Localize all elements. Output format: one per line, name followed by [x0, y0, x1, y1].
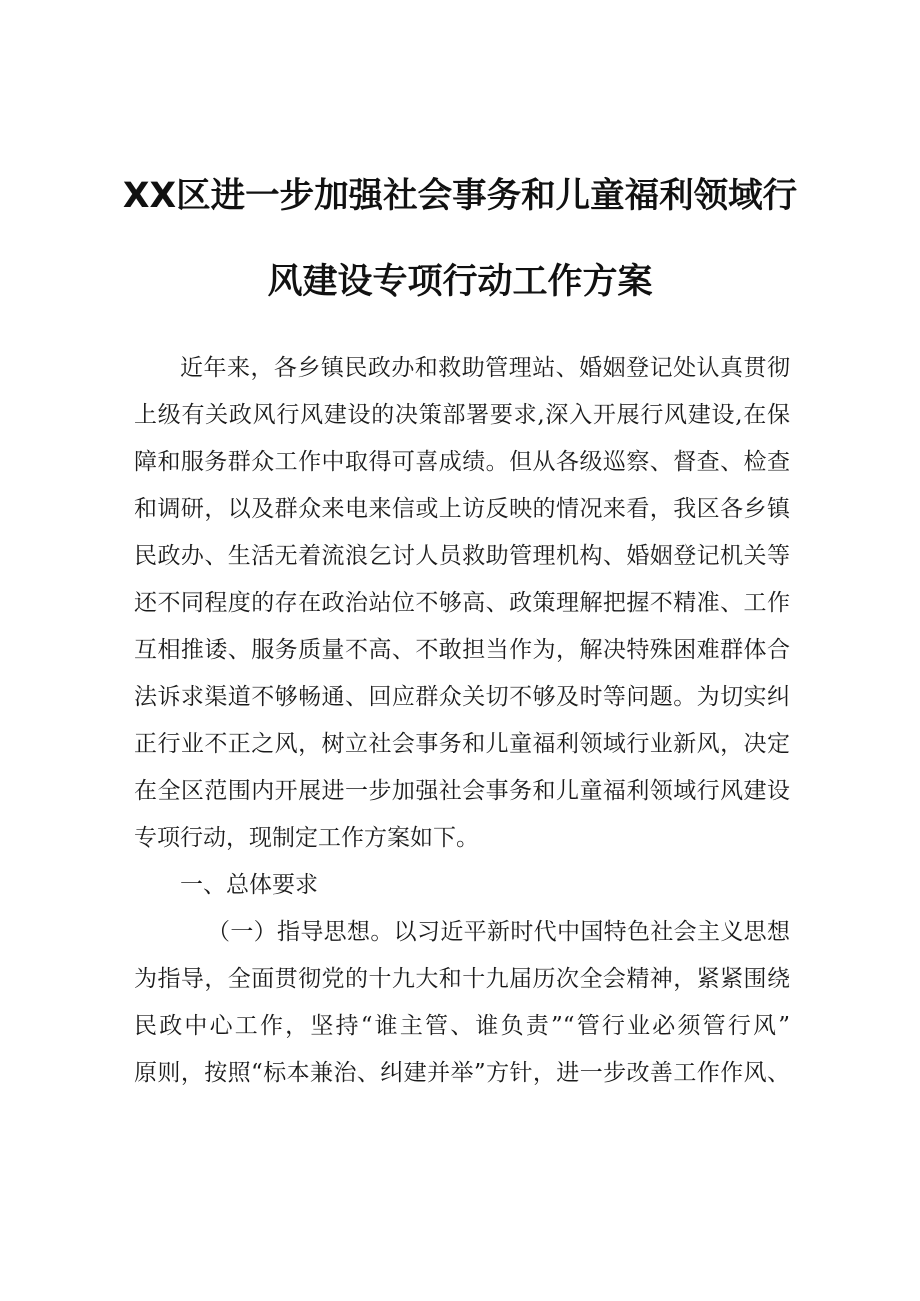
paragraph-line: 正行业不正之风，树立社会事务和儿童福利领域行业新风，决定 [134, 731, 790, 757]
section-heading: 一、总体要求 [180, 872, 318, 898]
paragraph-line: 近年来，各乡镇民政办和救助管理站、婚姻登记处认真贯彻 [180, 355, 790, 381]
paragraph-line: 和调研，以及群众来电来信或上访反映的情况来看，我区各乡镇 [134, 496, 790, 522]
paragraph-line: 在全区范围内开展进一步加强社会事务和儿童福利领域行风建设 [134, 778, 790, 804]
paragraph-line: 民政中心工作，坚持“谁主管、谁负责”“管行业必须管行风” [134, 1013, 790, 1039]
paragraph-line: 民政办、生活无着流浪乞讨人员救助管理机构、婚姻登记机关等 [134, 543, 790, 569]
paragraph-line: （一）指导思想。以习近平新时代中国特色社会主义思想 [207, 919, 790, 945]
paragraph-line: 原则，按照“标本兼治、纠建并举”方针，进一步改善工作作风、 [134, 1060, 790, 1086]
paragraph-line: 法诉求渠道不够畅通、回应群众关切不够及时等问题。为切实纠 [134, 684, 790, 710]
document-title-line-2: 风建设专项行动工作方案 [267, 262, 653, 302]
document-title-line-1: XX区进一步加强社会事务和儿童福利领域行 [122, 176, 798, 216]
paragraph-line: 上级有关政风行风建设的决策部署要求,深入开展行风建设,在保 [134, 402, 790, 428]
paragraph-line: 为指导，全面贯彻党的十九大和十九届历次全会精神，紧紧围绕 [134, 966, 790, 992]
paragraph-line: 还不同程度的存在政治站位不够高、政策理解把握不精准、工作 [134, 590, 790, 616]
paragraph-line: 专项行动，现制定工作方案如下。 [134, 825, 479, 851]
paragraph-line: 障和服务群众工作中取得可喜成绩。但从各级巡察、督查、检查 [134, 449, 790, 475]
paragraph-line: 互相推诿、服务质量不高、不敢担当作为，解决特殊困难群体合 [134, 637, 790, 663]
